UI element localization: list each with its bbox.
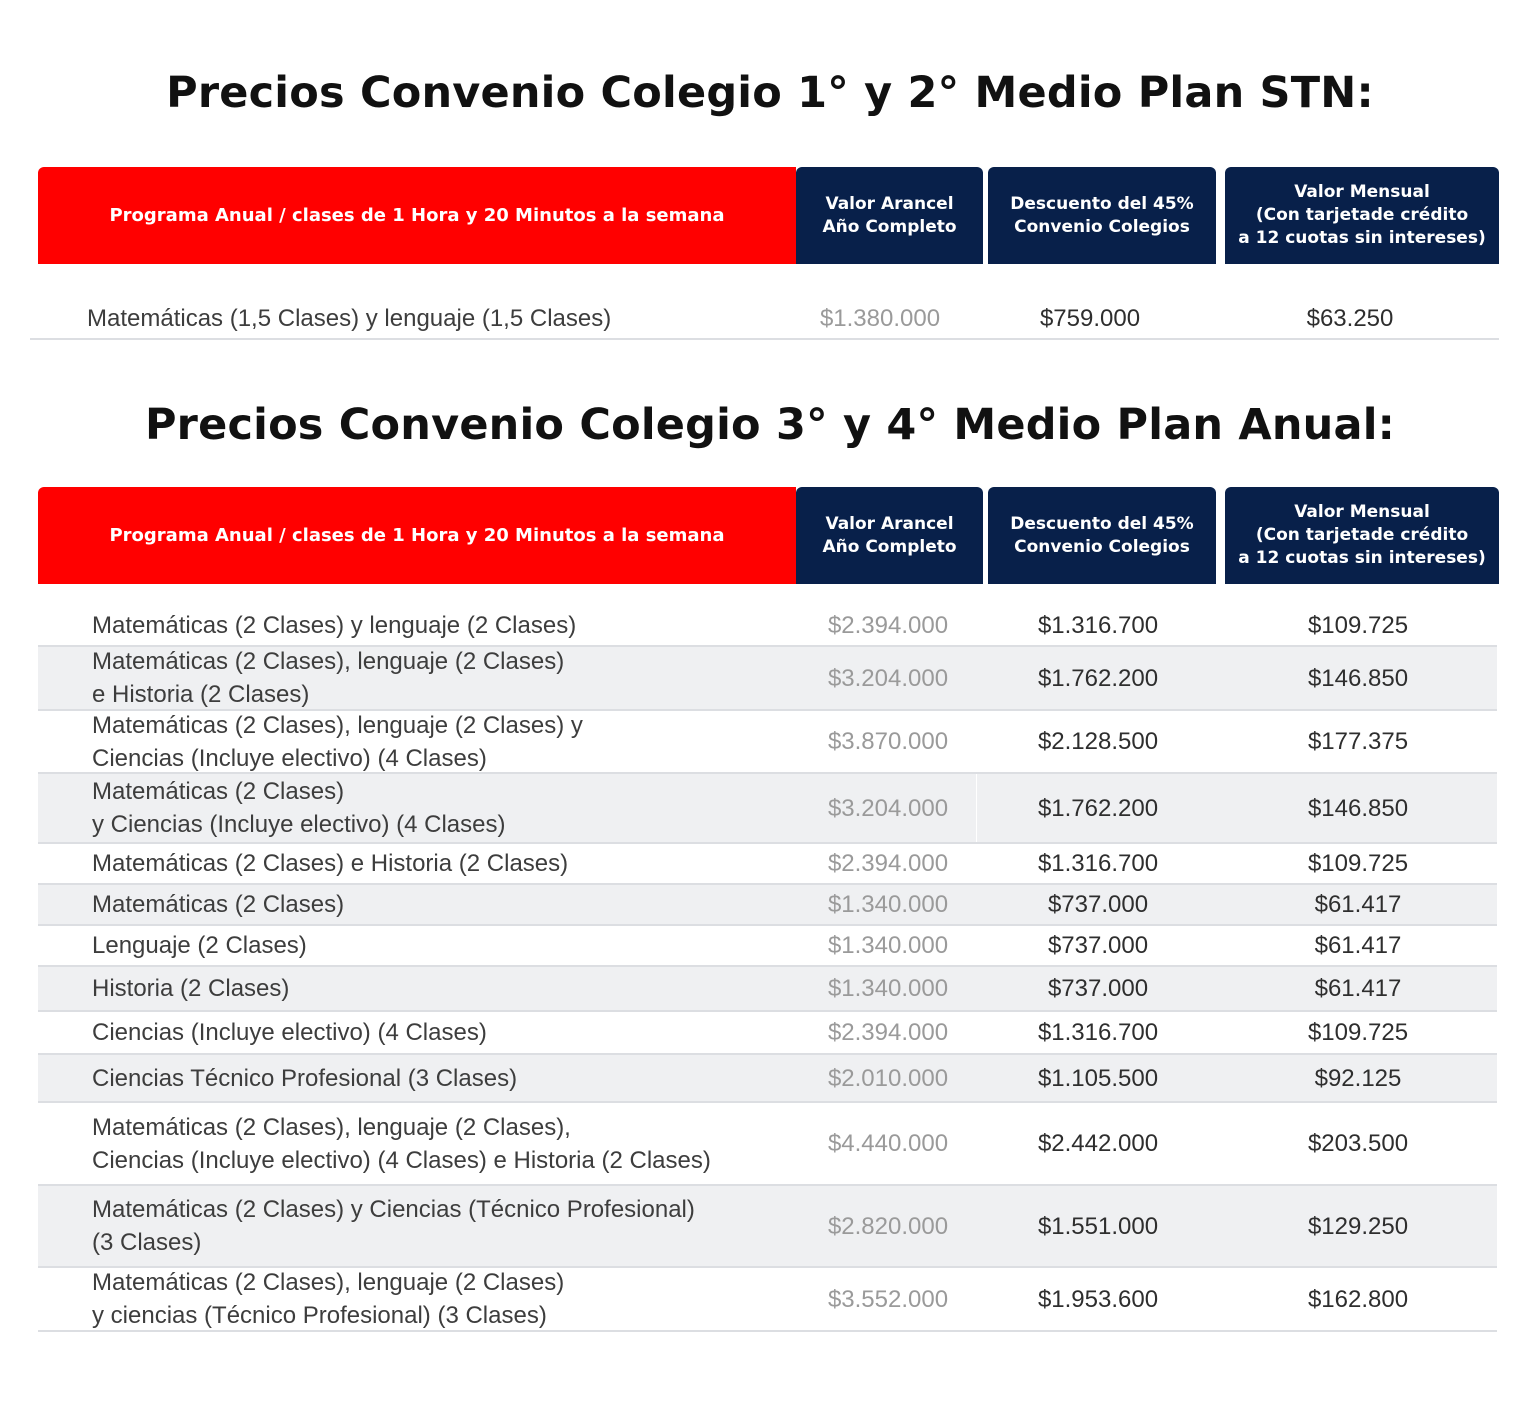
row-mensual: $109.725 — [1307, 850, 1409, 877]
header-desc-line2: Convenio Colegios — [1014, 216, 1190, 237]
row-name-line1: Matemáticas (2 Clases), lenguaje (2 Clases) — [92, 1269, 565, 1296]
row-name-line1: Matemáticas (2 Clases), lenguaje (2 Clases), — [92, 1113, 571, 1141]
row-name-line1: Matemáticas (2 Clases), lenguaje (2 Clases) y — [92, 711, 583, 739]
header-mens-line3: a 12 cuotas sin intereses) — [1238, 228, 1486, 248]
row-valor: $3.204.000 — [827, 794, 949, 822]
header-mens-line2: (Con tarjetade crédito — [1255, 205, 1469, 225]
table-row — [30, 298, 1499, 340]
row-name-line1: Matemáticas (2 Clases), lenguaje (2 Clases) — [92, 648, 565, 675]
row-descuento: $1.316.700 — [1037, 850, 1159, 877]
row-mensual: $61.417 — [1314, 975, 1402, 1002]
row-name-line2: (3 Clases) — [92, 1229, 202, 1256]
header-valor-arancel — [796, 487, 983, 584]
row-mensual: $146.850 — [1307, 794, 1409, 822]
row-mensual: $109.725 — [1307, 612, 1409, 639]
table-row — [38, 844, 1497, 885]
table-row — [38, 1268, 1497, 1332]
row-descuento: $2.442.000 — [1037, 1130, 1159, 1157]
row-valor: $2.010.000 — [827, 1064, 949, 1092]
row-program-name — [92, 606, 792, 645]
row-mensual: $129.250 — [1307, 1212, 1409, 1240]
row-program-name: Matemáticas (1,5 Clases) y lenguaje (1,5 Clases) — [87, 304, 612, 332]
header-valor-line1: Valor Arancel — [825, 193, 954, 214]
header-valor-mensual — [1225, 487, 1499, 584]
row-mensual: $203.500 — [1307, 1130, 1409, 1157]
row-name-line1: Matemáticas (2 Clases) y Ciencias (Técnico Profesional) — [92, 1196, 695, 1223]
row-valor: $2.820.000 — [827, 1212, 949, 1240]
header-mens-line2: (Con tarjetade crédito — [1255, 525, 1469, 545]
row-mensual: $92.125 — [1314, 1064, 1402, 1092]
row-descuento: $1.316.700 — [1037, 1019, 1159, 1046]
row-valor: $1.380.000 — [819, 304, 941, 332]
section1-title: Precios Convenio Colegio 1° y 2° Medio Plan STN: — [166, 68, 1374, 118]
section2-title: Precios Convenio Colegio 3° y 4° Medio Plan Anual: — [144, 400, 1396, 450]
row-name-line1: Matemáticas (2 Clases) — [92, 891, 345, 918]
row-name-line1: Matemáticas (2 Clases) e Historia (2 Clases) — [92, 850, 569, 877]
row-valor: $3.552.000 — [827, 1285, 949, 1313]
row-mensual: $109.725 — [1307, 1019, 1409, 1046]
row-descuento: $1.762.200 — [1037, 794, 1159, 822]
row-name-line2: Ciencias (Incluye electivo) (4 Clases) — [92, 744, 487, 772]
header-valor-line2: Año Completo — [822, 536, 957, 557]
table-row — [38, 1103, 1497, 1186]
row-descuento: $1.551.000 — [1037, 1212, 1159, 1240]
table-row — [38, 1055, 1497, 1103]
row-valor: $3.204.000 — [827, 664, 949, 692]
row-descuento: $1.953.600 — [1037, 1285, 1159, 1313]
header-mens-line1: Valor Mensual — [1294, 182, 1430, 202]
header-program — [38, 487, 796, 584]
table-row — [38, 885, 1497, 926]
row-name-line2: e Historia (2 Clases) — [92, 681, 310, 708]
row-valor: $4.440.000 — [827, 1130, 949, 1157]
header-desc-line1: Descuento del 45% — [1010, 193, 1194, 214]
row-program-name — [92, 711, 792, 772]
row-name-line2: y Ciencias (Incluye electivo) (4 Clases) — [92, 811, 506, 838]
row-name-line1: Matemáticas (2 Clases) — [92, 778, 345, 805]
row-name-line1: Ciencias (Incluye electivo) (4 Clases) — [92, 1019, 487, 1046]
header-valor-mensual — [1225, 167, 1499, 264]
row-descuento: $1.762.200 — [1037, 664, 1159, 692]
header-valor-line2: Año Completo — [822, 216, 957, 237]
row-descuento: $737.000 — [1047, 975, 1149, 1002]
row-descuento: $759.000 — [1039, 304, 1141, 332]
header-desc-line1: Descuento del 45% — [1010, 513, 1194, 534]
row-name-line1: Matemáticas (2 Clases) y lenguaje (2 Clases) — [92, 612, 577, 639]
header-mens-line1: Valor Mensual — [1294, 502, 1430, 522]
table-row — [38, 967, 1497, 1012]
header-program-label: Programa Anual / clases de 1 Hora y 20 Minutos a la semana — [109, 525, 725, 546]
table-row — [38, 774, 1497, 844]
row-valor: $1.340.000 — [827, 891, 949, 918]
row-valor: $2.394.000 — [827, 1019, 949, 1046]
row-program-name — [92, 885, 792, 924]
header-descuento — [988, 487, 1216, 584]
row-program-name — [92, 647, 792, 709]
row-program-name — [92, 926, 792, 965]
row-valor: $2.394.000 — [827, 850, 949, 877]
header-program — [38, 167, 796, 264]
header-desc-line2: Convenio Colegios — [1014, 536, 1190, 557]
row-descuento: $737.000 — [1047, 932, 1149, 959]
row-name-line2: y ciencias (Técnico Profesional) (3 Clases) — [92, 1302, 547, 1329]
row-name-line1: Lenguaje (2 Clases) — [92, 932, 307, 959]
row-valor: $1.340.000 — [827, 932, 949, 959]
table-row — [38, 711, 1497, 774]
row-descuento: $1.316.700 — [1037, 612, 1159, 639]
table-row — [38, 606, 1497, 647]
header-program-label: Programa Anual / clases de 1 Hora y 20 Minutos a la semana — [109, 205, 725, 226]
row-mensual: $146.850 — [1307, 664, 1409, 692]
table-row — [38, 1186, 1497, 1268]
header-valor-line1: Valor Arancel — [825, 513, 954, 534]
header-valor-arancel — [796, 167, 983, 264]
header-descuento — [988, 167, 1216, 264]
row-program-name — [92, 1055, 792, 1101]
row-name-line1: Historia (2 Clases) — [92, 975, 290, 1002]
row-mensual: $63.250 — [1306, 304, 1394, 332]
row-program-name — [92, 967, 792, 1010]
row-valor: $1.340.000 — [827, 975, 949, 1002]
row-program-name — [92, 1186, 792, 1266]
row-program-name — [92, 774, 792, 842]
table-row — [38, 1012, 1497, 1055]
row-mensual: $162.800 — [1307, 1285, 1409, 1313]
header-mens-line3: a 12 cuotas sin intereses) — [1238, 548, 1486, 568]
row-valor: $2.394.000 — [827, 612, 949, 639]
row-mensual: $177.375 — [1307, 728, 1409, 755]
row-program-name — [92, 1103, 792, 1184]
row-valor: $3.870.000 — [827, 728, 949, 755]
table-row — [38, 926, 1497, 967]
row-mensual: $61.417 — [1314, 932, 1402, 959]
row-name-line2: Ciencias (Incluye electivo) (4 Clases) e Historia (2 Clases) — [92, 1146, 711, 1174]
table-row — [38, 647, 1497, 711]
row-program-name — [92, 1268, 792, 1330]
row-descuento: $737.000 — [1047, 891, 1149, 918]
row-program-name — [92, 844, 792, 883]
row-mensual: $61.417 — [1314, 891, 1402, 918]
row-name-line1: Ciencias Técnico Profesional (3 Clases) — [92, 1064, 518, 1092]
row-descuento: $2.128.500 — [1037, 728, 1159, 755]
row-descuento: $1.105.500 — [1037, 1064, 1159, 1092]
row-program-name — [92, 1012, 792, 1053]
